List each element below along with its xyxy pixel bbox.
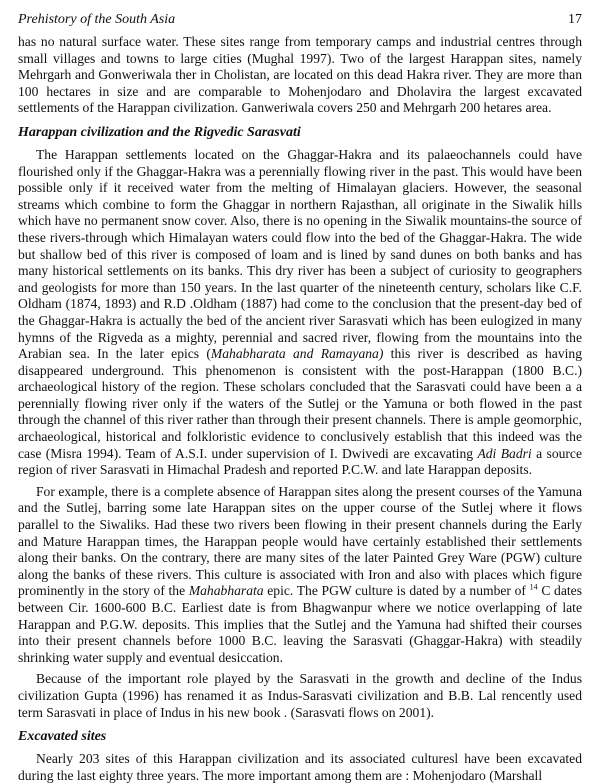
paragraph-text: C dates between Cir. 1600-600 B.C. Earliest date is from Bhagwanpur where we notice overlapping of late Harappan and P.G.W. deposits. This implies that the Sutlej and the Yamuna had shifted their courses into their present channels before 1000 B.C. leaving the Sarasvati (Ghaggar-Hakra) with steadily shrinking water supply and eventual desiccation. — [18, 583, 582, 665]
running-head: Prehistory of the South Asia — [18, 12, 176, 27]
paragraph-text: The Harappan settlements located on the Ghaggar-Hakra and its palaeochannels could have flourished only if the Ghaggar-Hakra was a perennially flowing river in the past. This would have been possible only if it received water from the melting of Himalayan glaciers. However, the seasonal streams which combine to form the Ghaggar in northern Rajasthan, all originate in the Siwalik hills which have no permanent snow cover. Also, there is no opening in the Siwalik mountains-the source of these rivers-through which Himalayan waters could flow into the bed of the Ghaggar-Hakra. The wide but shallow bed of this river is composed of loam and is lined by sand dunes on both banks and has many historical settlements on its banks. This dry river has been a subject of curiosity to geographers and geologists for more than 150 years. In the last quarter of the nineteenth century, scholars like C.F. Oldham (1874, 1893) and R.D .Oldham (1887) had come to the conclusion that the present-day bed of the Ghaggar-Hakra is actually the bed of the ancient river Sarasvati which has been eulogized in many hymns of the Rigveda as a mighty, perennial and sacred river, flowing from the mountains into the Arabian sea. In the later epics ( — [18, 146, 582, 362]
superscript-14: 14 — [529, 582, 538, 592]
italic-mahabharata: Mahabharata — [188, 583, 264, 599]
page-header — [18, 12, 582, 34]
paragraph-continuation: has no natural surface water. These sites range from temporary camps and industrial centres through small villages and towns to large cities (Mughal 1997). Two of the largest Harappan sites, namely Mehrgarh and Gonweriwala ther in Cholistan, are located on this dead Hakra river. They are more than 100 hectares in size and are comparable to Mohenjodaro and Dholavira the largest excavated settlements of the Harappan civilization. Ganweriwala covers 250 and Mehrgarh 200 hetares area. — [18, 34, 582, 116]
paragraph-yamuna-sutlej — [18, 484, 582, 667]
paragraph-text: this river is described as having disappeared underground. This phenomenon is consistent with the post-Harappan (1800 B.C.) archaeological history of the region. These scholars concluded that the Sarasvati could have been a a perennially flowing river only if the waters of the Sutlej or the Yamuna or both flowed in the past through the channel of this river rather than through their present channels. There is ample geomorphic, archaeological, historical and folkloristic evidence to conclusively establish that this indeed was the case (Misra 1994). Team of A.S.I. under supervision of I. Dwivedi are excavating — [18, 346, 582, 461]
body-text — [18, 34, 582, 784]
paragraph-indus-sarasvati: Because of the important role played by the Sarasvati in the growth and decline of the Indus civilization Gupta (1996) has renamed it as Indus-Sarasvati civilization and B.B. Lal rencently used term Sarasvati in place of Indus in his new book . (Sarasvati flows on 2001). — [18, 671, 582, 720]
paragraph-ghaggar-hakra — [18, 147, 582, 479]
section-heading-excavated-sites: Excavated sites — [18, 729, 107, 745]
italic-adi-badri: Adi Badri — [477, 445, 532, 461]
section-heading-harappan-sarasvati: Harappan civilization and the Rigvedic Sarasvati — [18, 124, 301, 140]
paragraph-excavated-sites: Nearly 203 sites of this Harappan civilization and its associated culturesl have been excavated during the last eighty three years. The more important among them are : Mohenjodaro (Marshall — [18, 751, 582, 783]
paragraph-text: For example, there is a complete absence of Harappan sites along the present courses of the Yamuna and the Sutlej, barring some late Harappan sites on the upper course of the Sutlej where it flows parallel to the Siwaliks. Had these two rivers been flowing in their present channels during the Early and Mature Harappan times, the Harappan people would have certainly established their settlements along their banks. On the contrary, there are many sites of the later Painted Grey Ware (PGW) culture along the banks of these rivers. This culture is associated with Iron and also with places which figure prominently in the story of the — [18, 483, 582, 599]
paragraph-text: epic. The PGW culture is dated by a number of — [263, 583, 530, 599]
italic-epics: Mahabharata and Ramayana) — [210, 346, 384, 362]
paragraph-text: a source region of river Sarasvati in Himachal Pradesh and reported P.C.W. and late Harappan deposits. — [18, 445, 583, 478]
page-number: 17 — [568, 12, 582, 27]
